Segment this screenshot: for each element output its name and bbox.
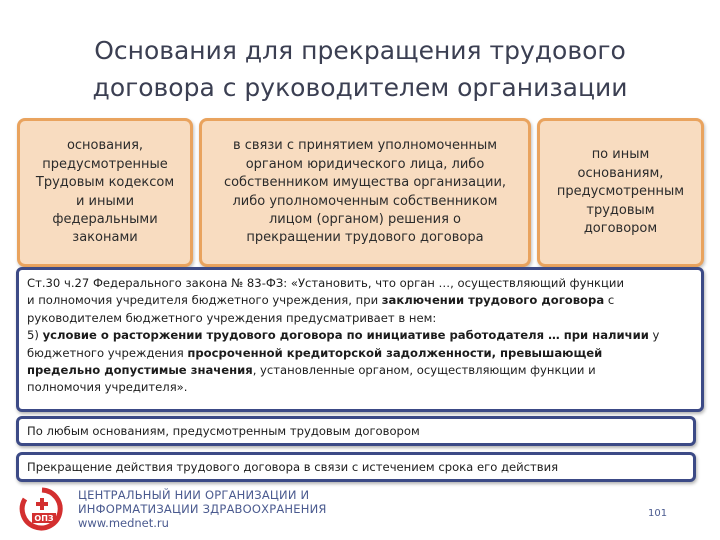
title-line-1: Основания для прекращения трудового — [94, 36, 626, 65]
box1-line: основания, — [66, 138, 144, 154]
institute-url-link[interactable]: www.mednet.ru — [78, 516, 169, 530]
institute-name-line-2: ИНФОРМАТИЗАЦИИ ЗДРАВООХРАНЕНИЯ — [78, 502, 327, 516]
box2-line: прекращении трудового договора — [246, 230, 484, 246]
citation-line — [27, 362, 693, 379]
citation-bold: просроченной кредиторской задолженности, превышающей — [187, 345, 603, 360]
citation-bold: заключении трудового договора — [381, 293, 605, 308]
citation-line — [27, 275, 693, 292]
citation-text: Ст.30 ч.27 Федерального закона № 83-ФЗ: «Установить, что орган …, осуществляющий функции — [27, 276, 625, 290]
citation-text: у — [648, 328, 660, 343]
law-citation-panel — [16, 267, 704, 412]
box3-line: договором — [583, 221, 658, 237]
basis-box-owner-decision — [199, 118, 531, 267]
box1-line: Трудовым кодексом — [35, 175, 175, 191]
institute-name — [78, 488, 327, 531]
institute-name-line-1: ЦЕНТРАЛЬНЫЙ НИИ ОРГАНИЗАЦИИ И — [78, 488, 310, 502]
basis-strip-any-contract — [16, 416, 696, 446]
box3-line: основаниям, — [577, 165, 664, 181]
strip1-text: По любым основаниям, предусмотренным трудовым договором — [27, 424, 420, 438]
box3-line: трудовым — [586, 202, 655, 218]
box2-line: собственником имущества организации, — [223, 175, 507, 191]
citation-text: бюджетного учреждения — [27, 345, 188, 360]
title-line-2: договора с руководителем организации — [92, 73, 628, 102]
box1-line: и иными — [75, 193, 135, 209]
institute-logo-icon — [12, 486, 74, 532]
slide-title — [40, 32, 680, 106]
citation-text: полномочия учредителя». — [27, 380, 188, 395]
citation-text: руководителем бюджетного учреждения предусматривает в нем: — [27, 310, 437, 325]
box3-line: по иным — [591, 147, 650, 163]
basis-strip-term-expiry — [16, 452, 696, 482]
basis-box-contract — [537, 118, 704, 267]
citation-text: , установленные органом, осуществляющим функции и — [252, 363, 596, 378]
page-number: 101 — [648, 508, 668, 519]
strip2-text: Прекращение действия трудового договора в связи с истечением срока его действия — [27, 460, 559, 474]
citation-line — [27, 292, 693, 309]
box2-line: лицом (органом) решения о — [268, 211, 462, 227]
basis-box-labor-code — [17, 118, 193, 267]
box1-line: законами — [72, 230, 138, 246]
citation-line — [27, 310, 693, 327]
box2-line: органом юридического лица, либо — [245, 156, 485, 172]
citation-line — [27, 327, 693, 344]
citation-text: 5) — [27, 328, 43, 343]
box3-line: предусмотренным — [556, 184, 685, 200]
citation-bold: условие о расторжении трудового договора по инициативе работодателя … при наличии — [42, 328, 649, 343]
box1-line: предусмотренные — [42, 156, 168, 172]
box2-line: в связи с принятием уполномоченным — [232, 138, 498, 154]
citation-line — [27, 379, 693, 396]
citation-line — [27, 345, 693, 362]
box1-line: федеральными — [52, 211, 158, 227]
box2-line: либо уполномоченным собственником — [232, 193, 498, 209]
citation-text: и полномочия учредителя бюджетного учреждения, при — [27, 293, 382, 308]
citation-text: с — [604, 293, 615, 308]
logo-badge-text: ОПЗ — [34, 514, 54, 523]
citation-bold: предельно допустимые значения — [27, 363, 253, 378]
